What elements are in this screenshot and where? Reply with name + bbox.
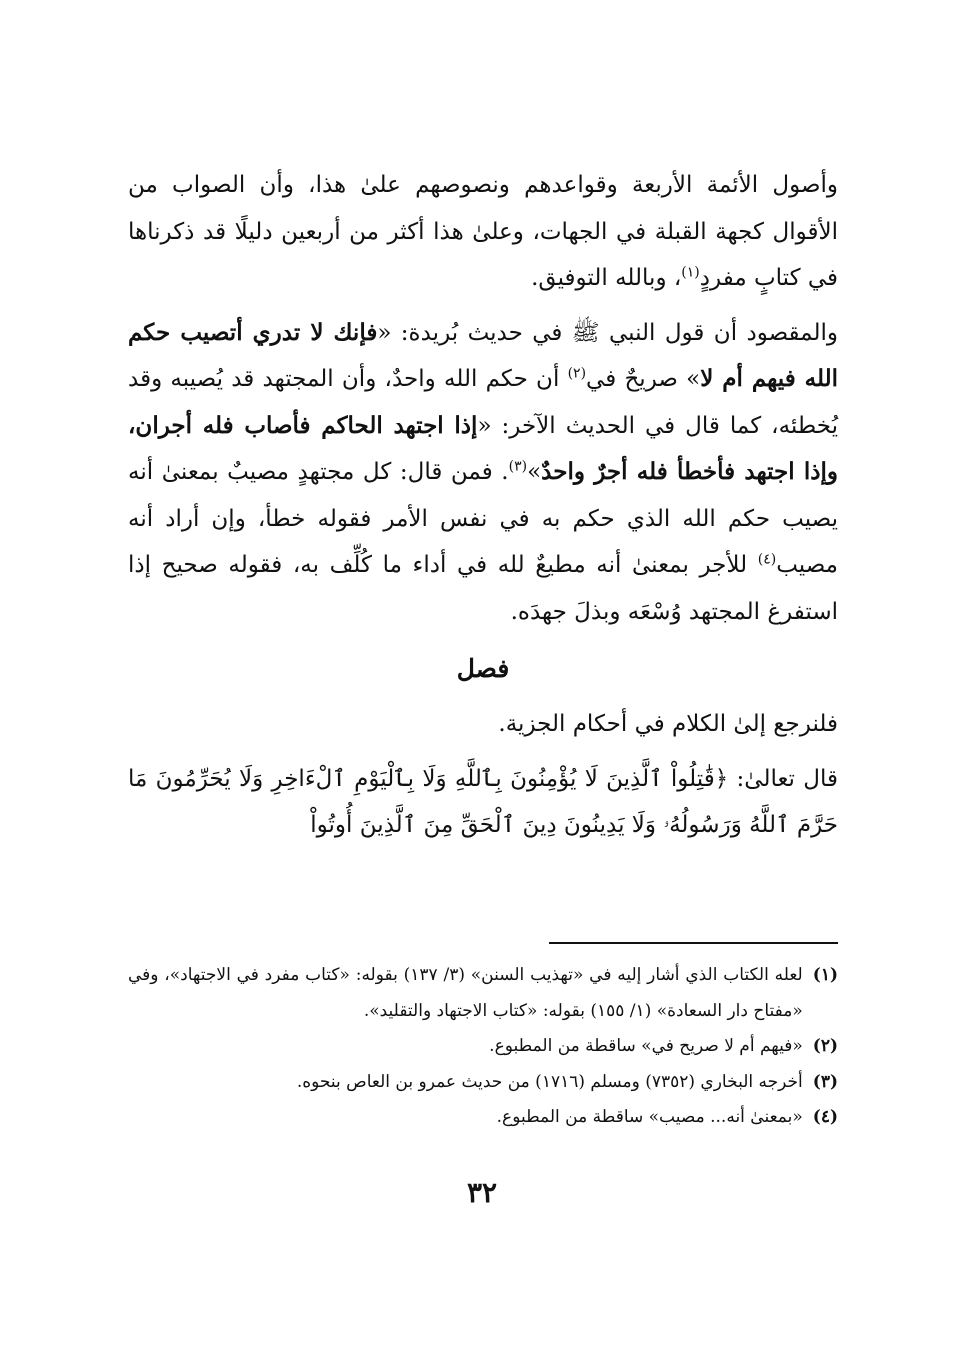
paragraph-1-end: ، وبالله التوفيق. — [531, 265, 682, 291]
hadith-quote-1: فإنك لا تدري أتصيب حكم الله فيهم أم لا — [128, 318, 838, 392]
paragraph-1-text: وأصول الأئمة الأربعة وقواعدهم ونصوصهم علىٰ هذا، وأن الصواب من الأقوال كجهة القبلة في الجهات، وعلىٰ هذا أكثر من أربعين دليلًا قد ذكرناها في كتابٍ مفردٍ — [128, 172, 838, 291]
section-title: فصل — [456, 654, 510, 683]
paragraph-1 — [128, 162, 838, 302]
paragraph-2-text-d: » — [527, 459, 542, 485]
paragraph-2-text-e: . فمن قال: كل مجتهدٍ مصيبٌ بمعنىٰ أنه يصيب حكم الله الذي حكم به في نفس الأمر فقوله خطأ، وإن أراد أنه مصيب — [128, 459, 838, 578]
footnotes — [128, 958, 838, 1136]
paragraph-2-intro: والمقصود أن قول النبي ﷺ في حديث بُريدة: « — [377, 319, 838, 346]
quran-verse: ﴿قَٰتِلُواْ ٱلَّذِينَ لَا يُؤْمِنُونَ بِٱللَّهِ وَلَا بِٱلْيَوْمِ ٱلْءَاخِرِ وَلَا يُحَرِّمُونَ مَا حَرَّمَ ٱللَّهُ وَرَسُولُهُۥ وَلَا يَدِينُونَ دِينَ ٱلْحَقِّ مِنَ ٱلَّذِينَ أُوتُواْ — [128, 765, 838, 838]
footnote-number: (١) — [812, 965, 838, 985]
paragraph-2 — [128, 310, 838, 636]
footnote-divider — [549, 942, 838, 944]
paragraph-2-text-b: » صريحٌ في — [586, 366, 701, 392]
footnote-2 — [128, 1029, 838, 1065]
hadith-quote-2: إذا اجتهد الحاكم فأصاب فله أجران، وإذا اجتهد فأخطأ فله أجرٌ واحدٌ — [128, 411, 839, 485]
footnote-number: (٢) — [812, 1036, 838, 1056]
paragraph-4 — [128, 756, 838, 849]
footnote-text: «بمعنىٰ أنه... مصيب» ساقطة من المطبوع. — [496, 1107, 803, 1127]
paragraph-3: فلنرجع إلىٰ الكلام في أحكام الجزية. — [498, 711, 838, 737]
main-text — [128, 162, 838, 849]
footnote-ref-2[interactable]: (٢) — [567, 365, 587, 382]
footnote-ref-3[interactable]: (٣) — [508, 458, 528, 475]
footnote-text: أخرجه البخاري (٧٣٥٢) ومسلم (١٧١٦) من حديث عمرو بن العاص بنحوه. — [296, 1071, 803, 1092]
paragraph-2-text-c: أن حكم الله واحدٌ، وأن المجتهد قد يُصيبه وقد يُخطئه، كما قال في الحديث الآخر: « — [128, 366, 838, 439]
footnote-text: لعله الكتاب الذي أشار إليه في «تهذيب السنن» (٣/ ١٣٧) بقوله: «كتاب مفرد في الاجتهاد»، وفي «مفتاح دار السعادة» (١/ ١٥٥) بقوله: «كتاب الاجتهاد والتقليد». — [128, 965, 803, 1021]
page-number: ٣٢ — [466, 1176, 498, 1209]
footnote-number: (٣) — [812, 1071, 838, 1092]
paragraph-2-text-f: للأجر بمعنىٰ أنه مطيعٌ لله في أداء ما كُلِّف به، فقوله صحيح إذا استفرغ المجتهد وُسْعَه وبذلَ جهدَه. — [128, 552, 838, 625]
paragraph-4-intro: قال تعالىٰ: — [728, 765, 838, 792]
footnote-ref-4[interactable]: (٤) — [757, 551, 777, 568]
footnote-number: (٤) — [812, 1107, 838, 1127]
footnote-ref-1[interactable]: (١) — [681, 264, 700, 281]
footnote-4 — [128, 1100, 838, 1136]
footnote-3 — [128, 1065, 838, 1101]
footnote-1 — [128, 958, 838, 1029]
footnote-text: «فيهم أم لا صريح في» ساقطة من المطبوع. — [489, 1036, 803, 1056]
